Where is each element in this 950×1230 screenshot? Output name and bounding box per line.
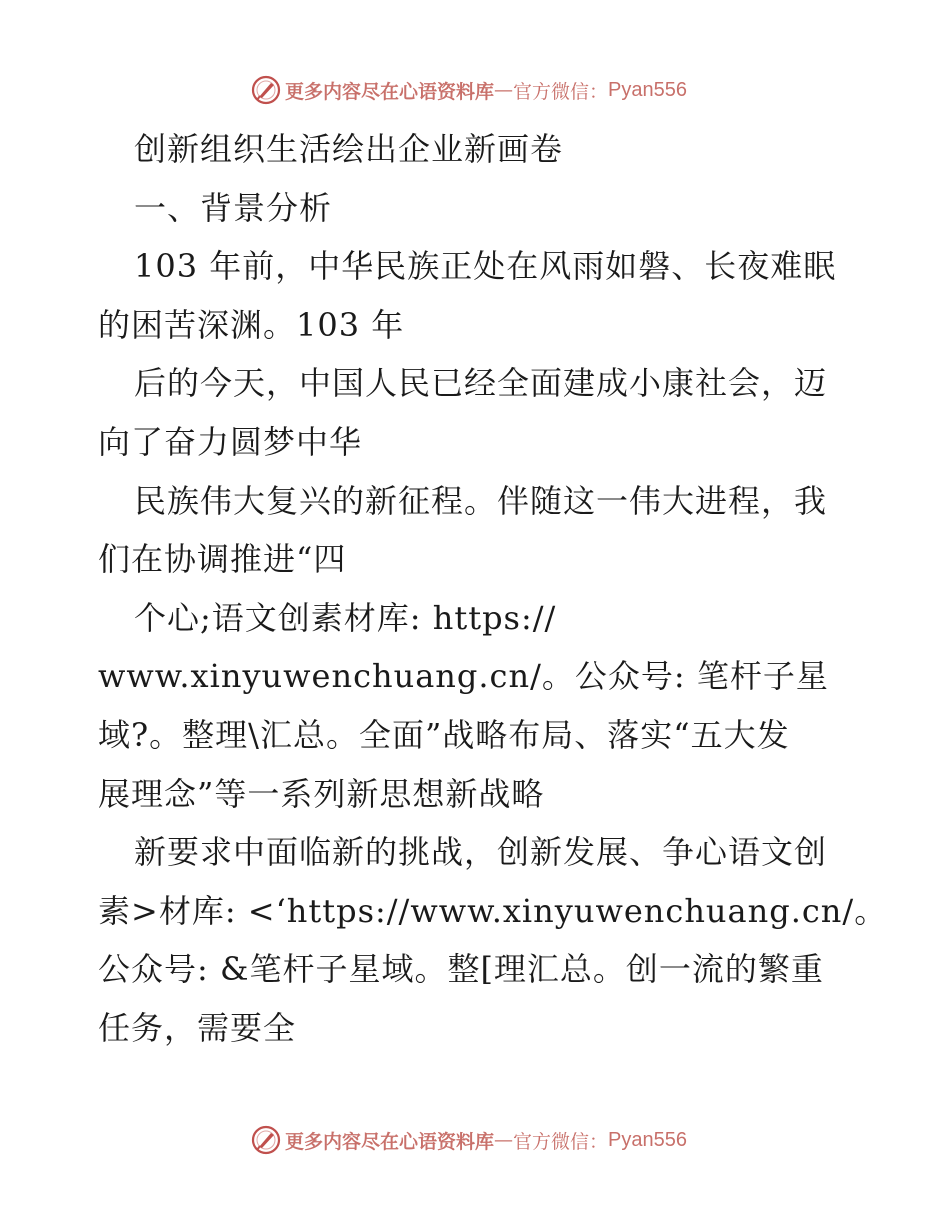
- footer-watermark: [0, 1120, 950, 1160]
- paragraph-line: 新要求中面临新的挑战，创新发展、争心语文创: [134, 833, 828, 872]
- paragraph-line: 任务，需要全: [98, 1008, 297, 1047]
- header-watermark: [0, 70, 950, 110]
- paragraph-line: 素>材库: <‘https://www.xinyuwenchuang.cn/。: [98, 891, 888, 930]
- paragraph-line: 的困苦深渊。103 年: [98, 305, 405, 344]
- watermark-id: Pyan556: [608, 78, 687, 101]
- paragraph-line: 103 年前，中华民族正处在风雨如磐、长夜难眠: [134, 247, 837, 286]
- watermark-prefix: 更多内容尽在心语资料库: [285, 80, 495, 103]
- paragraph-line: 后的今天，中国人民已经全面建成小康社会，迈: [134, 364, 828, 403]
- section-heading: 一、背景分析: [134, 188, 333, 227]
- paragraph-line: 个心;语文创素材库: https://: [134, 598, 557, 637]
- watermark-prefix: 更多内容尽在心语资料库: [285, 1130, 495, 1153]
- watermark-dash: —: [494, 79, 514, 101]
- document-body: [98, 120, 888, 1058]
- paragraph-line: 们在协调推进“四: [98, 540, 347, 579]
- quill-logo-icon: [251, 75, 281, 105]
- paragraph-line: www.xinyuwenchuang.cn/。公众号: 笔杆子星: [98, 657, 829, 696]
- paragraph-line: 公众号: &笔杆子星域。整[理汇总。创一流的繁重: [98, 950, 824, 989]
- paragraph-line: 民族伟大复兴的新征程。伴随这一伟大进程，我: [134, 481, 828, 520]
- watermark-dash: —: [494, 1129, 514, 1151]
- quill-logo-icon: [251, 1125, 281, 1155]
- paragraph-line: 域?。整理\汇总。全面”战略布局、落实“五大发: [98, 715, 790, 754]
- document-title: 创新组织生活绘出企业新画卷: [134, 130, 564, 168]
- paragraph-line: 展理念”等一系列新思想新战略: [98, 774, 545, 813]
- watermark-label: 官方微信：: [513, 80, 609, 103]
- watermark-label: 官方微信：: [513, 1130, 609, 1153]
- watermark-id: Pyan556: [608, 1128, 687, 1151]
- paragraph-line: 向了奋力圆梦中华: [98, 422, 363, 461]
